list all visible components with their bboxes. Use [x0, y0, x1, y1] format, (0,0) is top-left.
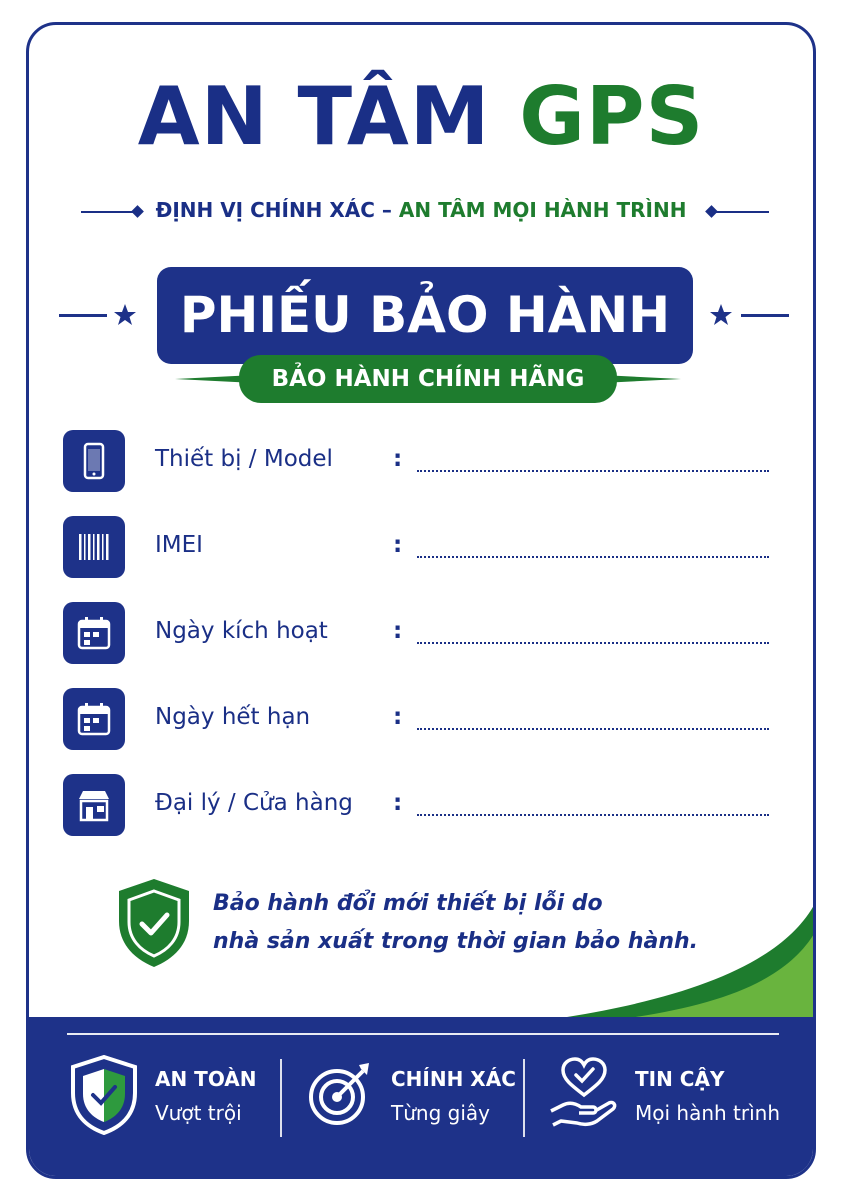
field-row-imei [63, 516, 779, 578]
target-icon [305, 1055, 375, 1135]
field-colon: : [393, 790, 403, 816]
brand-part-2: GPS [519, 70, 705, 163]
feature-subtitle: Từng giây [391, 1101, 490, 1125]
field-label: Đại lý / Cửa hàng [155, 790, 353, 816]
shield-icon [69, 1055, 139, 1135]
calendar-icon [63, 602, 125, 664]
star-line-left [59, 314, 107, 317]
field-row-dealer [63, 774, 779, 836]
calendar-icon [63, 688, 125, 750]
brand-part-1: AN TÂM [137, 70, 491, 163]
star-icon [113, 303, 137, 327]
footer [29, 1017, 816, 1179]
footer-separator [523, 1059, 525, 1137]
feature-subtitle: Mọi hành trình [635, 1101, 781, 1125]
page-title: PHIẾU BẢO HÀNH [157, 267, 693, 364]
dealer-input-line[interactable] [417, 814, 769, 816]
footer-separator [280, 1059, 282, 1137]
feature-title: TIN CẬY [635, 1067, 725, 1091]
model-input-line[interactable] [417, 470, 769, 472]
feature-title: CHÍNH XÁC [391, 1067, 516, 1091]
field-colon: : [393, 446, 403, 472]
warranty-note [213, 885, 698, 961]
store-icon [63, 774, 125, 836]
heart-hand-icon [549, 1055, 619, 1135]
star-icon [709, 303, 733, 327]
phone-icon [63, 430, 125, 492]
field-label: Ngày hết hạn [155, 704, 311, 730]
field-label: Ngày kích hoạt [155, 618, 328, 644]
tagline [29, 198, 813, 222]
field-row-expiry-date [63, 688, 779, 750]
barcode-icon [63, 516, 125, 578]
field-colon: : [393, 618, 403, 644]
shield-check-icon [115, 877, 193, 969]
note-line-2: nhà sản xuất trong thời gian bảo hành. [213, 929, 699, 954]
feature-title: AN TOÀN [155, 1067, 257, 1091]
field-label: Thiết bị / Model [155, 446, 333, 472]
field-colon: : [393, 532, 403, 558]
star-line-right [741, 314, 789, 317]
expiry-date-input-line[interactable] [417, 728, 769, 730]
field-colon: : [393, 704, 403, 730]
tagline-line-right [715, 211, 769, 213]
field-row-model [63, 430, 779, 492]
footer-divider-line [67, 1033, 779, 1035]
imei-input-line[interactable] [417, 556, 769, 558]
field-label: IMEI [155, 532, 203, 558]
warranty-card [26, 22, 816, 1179]
activation-date-input-line[interactable] [417, 642, 769, 644]
subtitle-banner: BẢO HÀNH CHÍNH HÃNG [239, 355, 617, 403]
feature-subtitle: Vượt trội [155, 1101, 242, 1125]
note-line-1: Bảo hành đổi mới thiết bị lỗi do [213, 891, 603, 916]
brand-logo [29, 70, 813, 163]
tagline-part-2: AN TÂM MỌI HÀNH TRÌNH [398, 198, 687, 222]
field-row-activation-date [63, 602, 779, 664]
tagline-part-1: ĐỊNH VỊ CHÍNH XÁC – [155, 198, 392, 222]
